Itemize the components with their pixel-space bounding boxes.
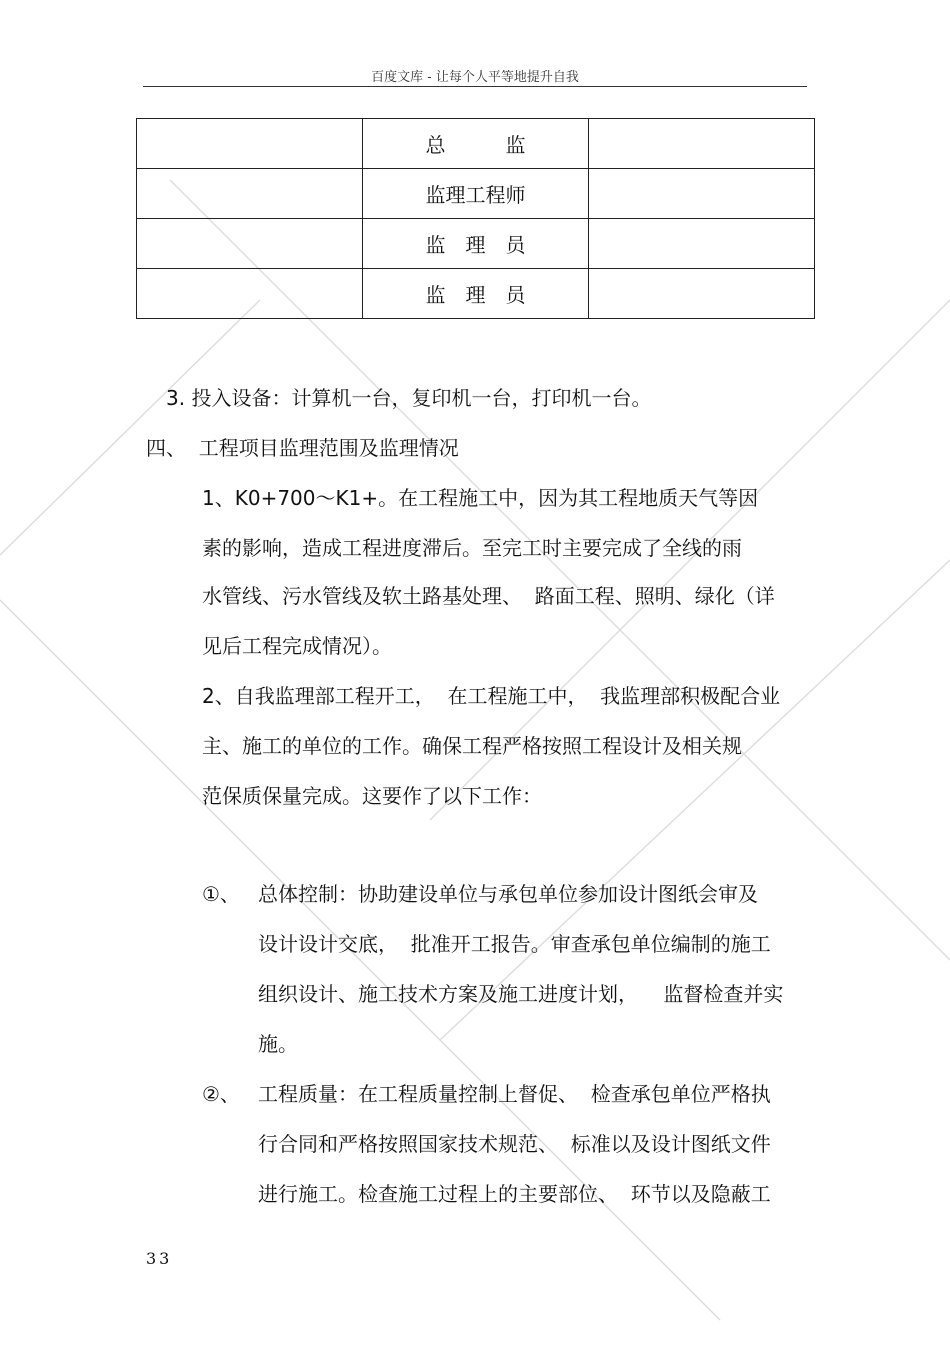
table-row [137, 169, 815, 219]
table-row [137, 219, 815, 269]
table-cell-role: 监理工程师 [363, 169, 589, 219]
table-cell-phone [589, 269, 815, 319]
equipment-line: 3. 投入设备：计算机一台，复印机一台，打印机一台。 [166, 386, 652, 410]
page-header: 百度文库 - 让每个人平等地提升自我 [371, 70, 579, 85]
table-cell-name [137, 169, 363, 219]
table-cell-phone [589, 119, 815, 169]
table-cell-name [137, 119, 363, 169]
list-marker: ②、 [202, 1082, 240, 1106]
list-item-line: 施。 [258, 1032, 298, 1056]
table-cell-phone [589, 169, 815, 219]
table-row [137, 119, 815, 169]
table-cell-role: 监 理 员 [363, 269, 589, 319]
list-item-line: 工程质量：在工程质量控制上督促、 检查承包单位严格执 [258, 1082, 771, 1106]
paragraph-line: 见后工程完成情况）。 [202, 634, 392, 658]
list-item-line: 行合同和严格按照国家技术规范、 标准以及设计图纸文件 [258, 1132, 771, 1156]
list-item-line: 进行施工。检查施工过程上的主要部位、 环节以及隐蔽工 [258, 1182, 771, 1206]
paragraph-line: 范保质保量完成。这要作了以下工作： [202, 784, 542, 808]
paragraph-line: 主、施工的单位的工作。确保工程严格按照工程设计及相关规 [202, 734, 742, 758]
table-cell-phone [589, 219, 815, 269]
paragraph-line: 素的影响，造成工程进度滞后。至完工时主要完成了全线的雨 [202, 536, 742, 560]
paragraph-line: 1、K0+700～K1+。在工程施工中，因为其工程地质天气等因 [202, 486, 759, 510]
table-row [137, 269, 815, 319]
list-item-line: 设计设计交底， 批准开工报告。审查承包单位编制的施工 [258, 932, 771, 956]
paragraph-line: 水管线、污水管线及软土路基处理、 路面工程、照明、绿化（详 [202, 584, 775, 608]
list-item-line: 组织设计、施工技术方案及施工进度计划， 监督检查并实 [258, 982, 784, 1006]
list-marker: ①、 [202, 882, 240, 906]
page-number: 33 [146, 1249, 173, 1268]
table-cell-name [137, 219, 363, 269]
list-item-line: 总体控制：协助建设单位与承包单位参加设计图纸会审及 [258, 882, 758, 906]
table-cell-role: 总 监 [363, 119, 589, 169]
staff-table [136, 118, 815, 319]
table-cell-name [137, 269, 363, 319]
paragraph-line: 2、自我监理部工程开工， 在工程施工中， 我监理部积极配合业 [202, 684, 781, 708]
section-title: 四、 工程项目监理范围及监理情况 [146, 436, 459, 460]
header-rule [143, 86, 807, 87]
table-cell-role: 监 理 员 [363, 219, 589, 269]
